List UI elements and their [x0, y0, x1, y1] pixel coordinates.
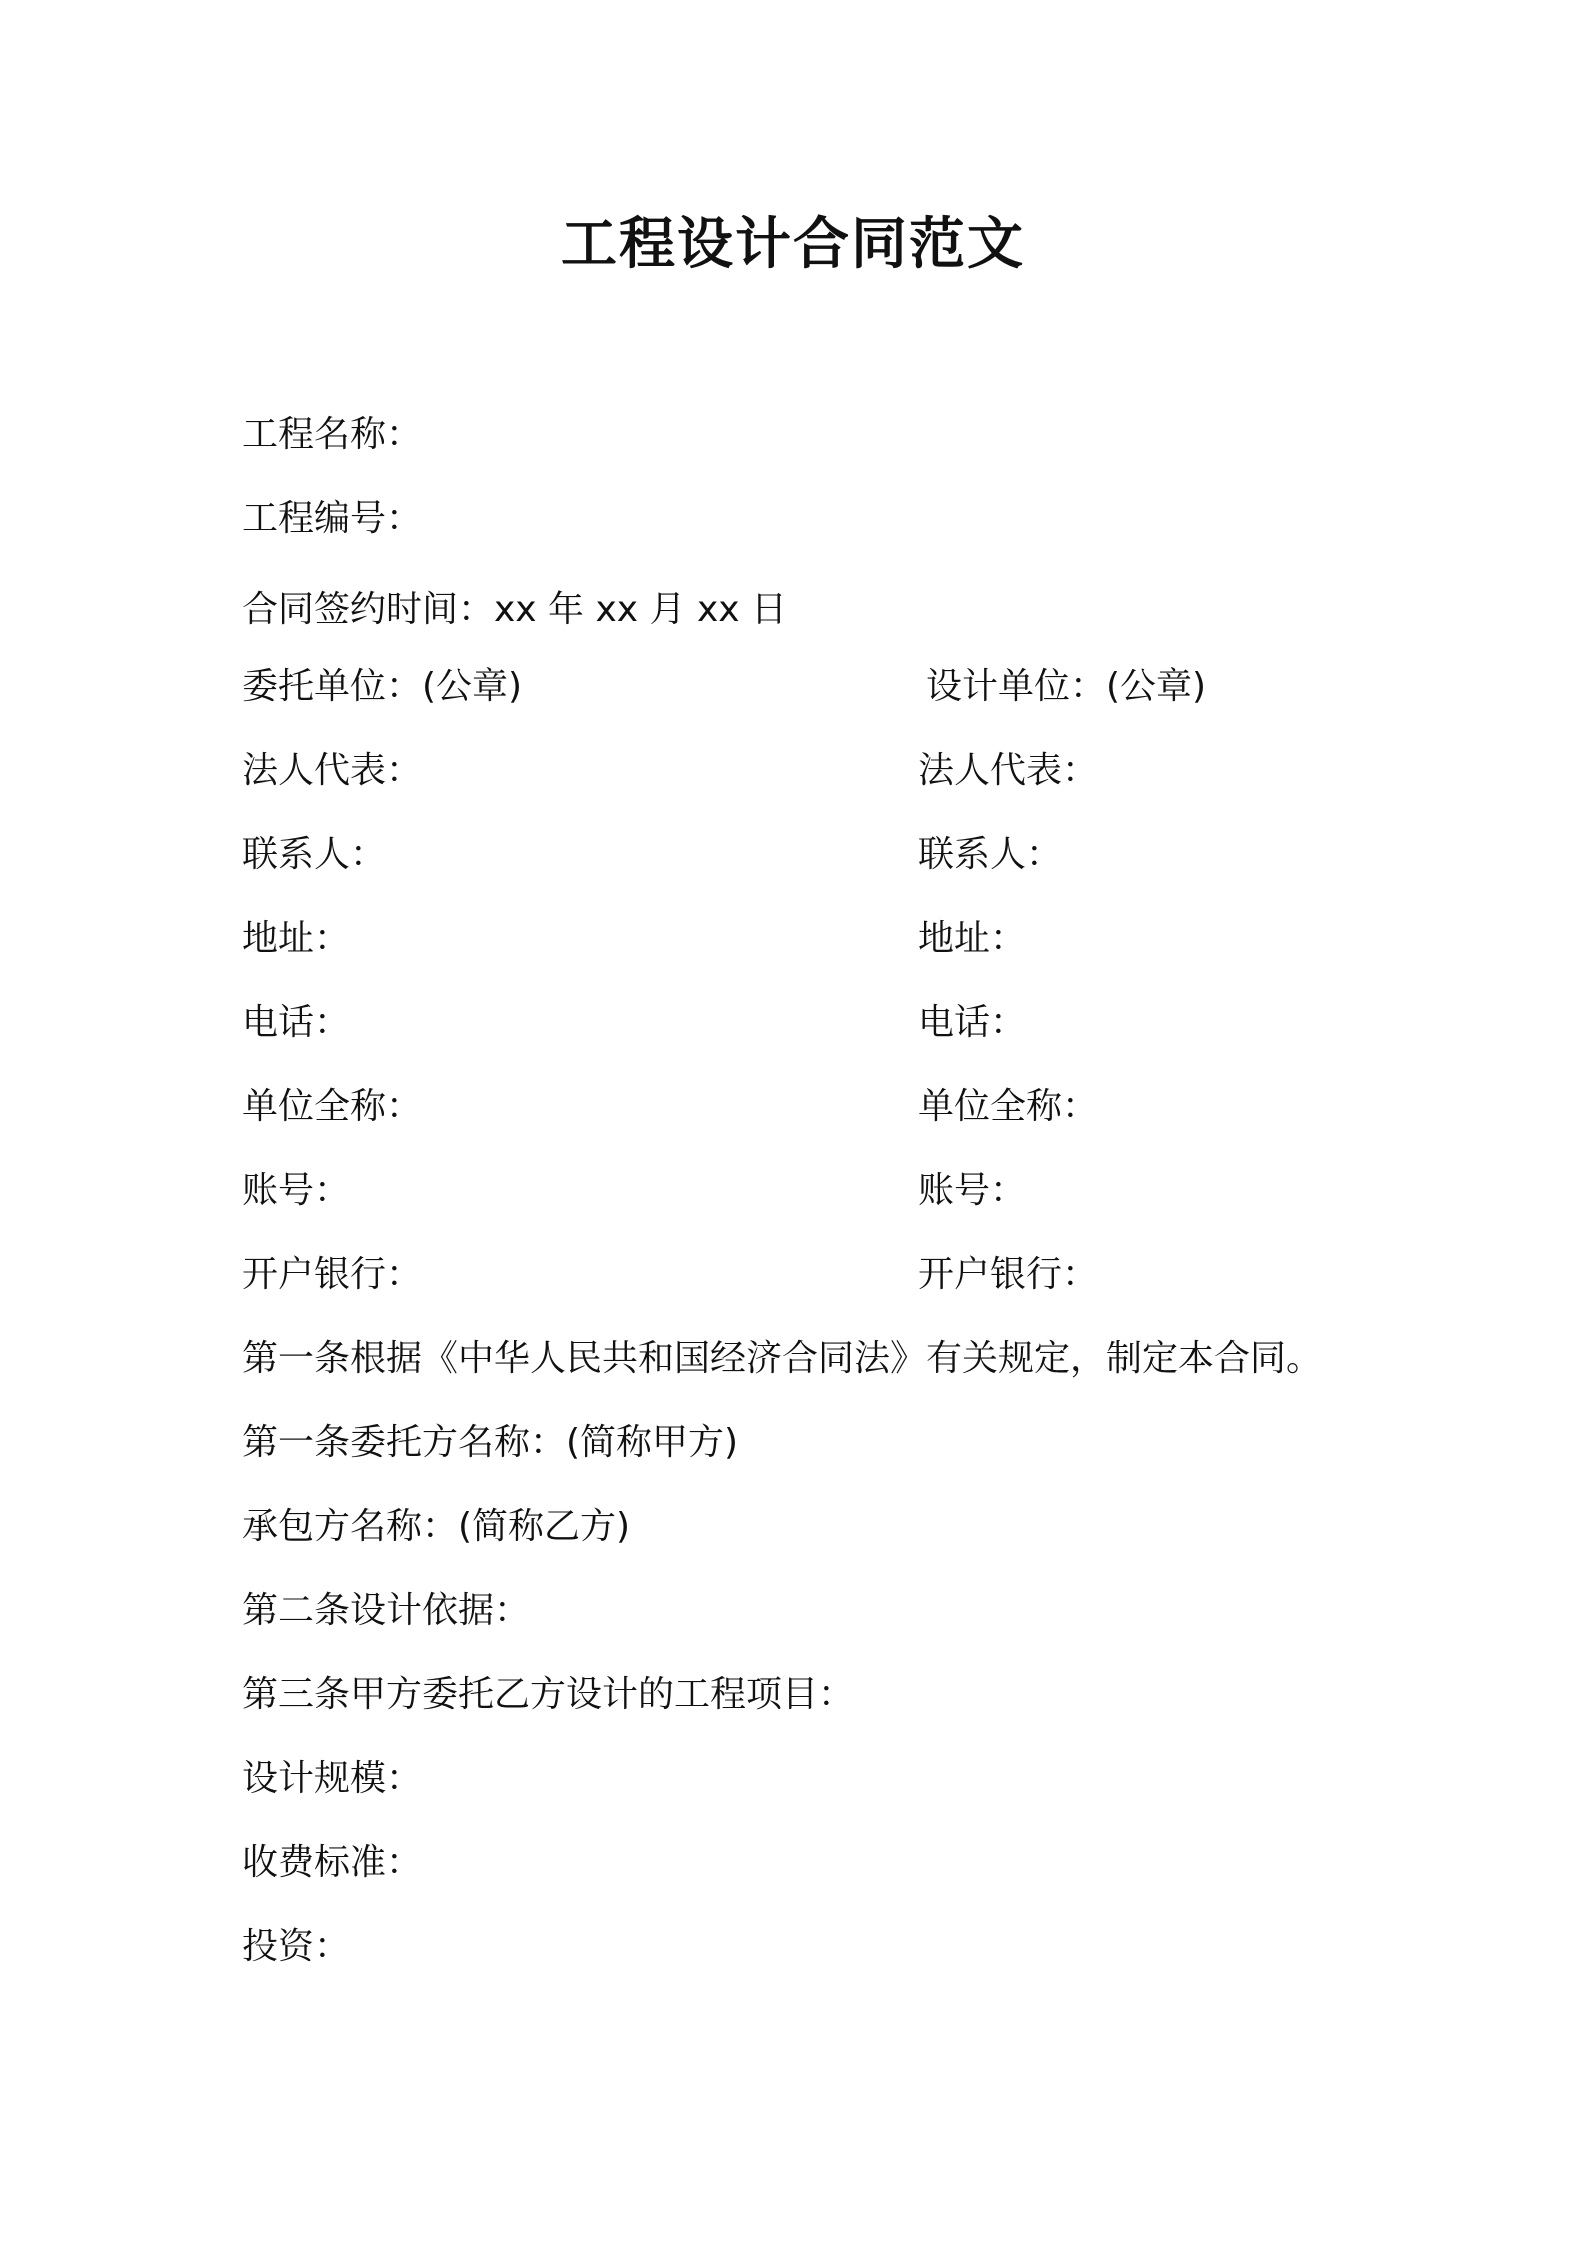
clause-contractor-name: 承包方名称：(简称乙方) [242, 1506, 631, 1547]
clause-client-name: 第一条委托方名称：(简称甲方) [242, 1422, 739, 1463]
client-legal-rep: 法人代表： [242, 750, 423, 791]
party-row-account [242, 1166, 1342, 1216]
clause-fee-standard: 收费标准： [242, 1842, 423, 1883]
designer-address: 地址： [918, 918, 1027, 959]
designer-legal-rep: 法人代表： [918, 750, 1099, 791]
party-row-bank [242, 1250, 1342, 1300]
clause-investment: 投资： [242, 1926, 351, 1967]
client-address: 地址： [242, 918, 351, 959]
party-row-phone [242, 998, 1342, 1048]
designer-account: 账号： [918, 1170, 1027, 1211]
field-signing-date: 合同签约时间：xx 年 xx 月 xx 日 [242, 589, 788, 630]
designer-phone: 电话： [918, 1002, 1027, 1043]
clause-design-scale: 设计规模： [242, 1758, 423, 1799]
designer-bank: 开户银行： [918, 1254, 1099, 1295]
designer-full-name: 单位全称： [918, 1086, 1099, 1127]
document-title: 工程设计合同范文 [561, 212, 1025, 277]
client-contact: 联系人： [242, 834, 387, 875]
party-row-legal-rep [242, 746, 1342, 796]
clause-legal-basis: 第一条根据《中华人民共和国经济合同法》有关规定，制定本合同。 [242, 1338, 1323, 1379]
client-bank: 开户银行： [242, 1254, 423, 1295]
designer-contact: 联系人： [918, 834, 1063, 875]
field-project-number: 工程编号： [242, 498, 423, 539]
client-phone: 电话： [242, 1002, 351, 1043]
client-account: 账号： [242, 1170, 351, 1211]
party-row-address [242, 914, 1342, 964]
party-row-full-name [242, 1082, 1342, 1132]
client-unit-seal: 委托单位：(公章) [242, 666, 523, 707]
clause-project: 第三条甲方委托乙方设计的工程项目： [242, 1674, 855, 1715]
field-project-name: 工程名称： [242, 414, 423, 455]
party-row-seal [242, 662, 1342, 712]
party-row-contact [242, 830, 1342, 880]
client-full-name: 单位全称： [242, 1086, 423, 1127]
clause-design-basis: 第二条设计依据： [242, 1590, 531, 1631]
designer-unit-seal: 设计单位：(公章) [926, 666, 1207, 707]
